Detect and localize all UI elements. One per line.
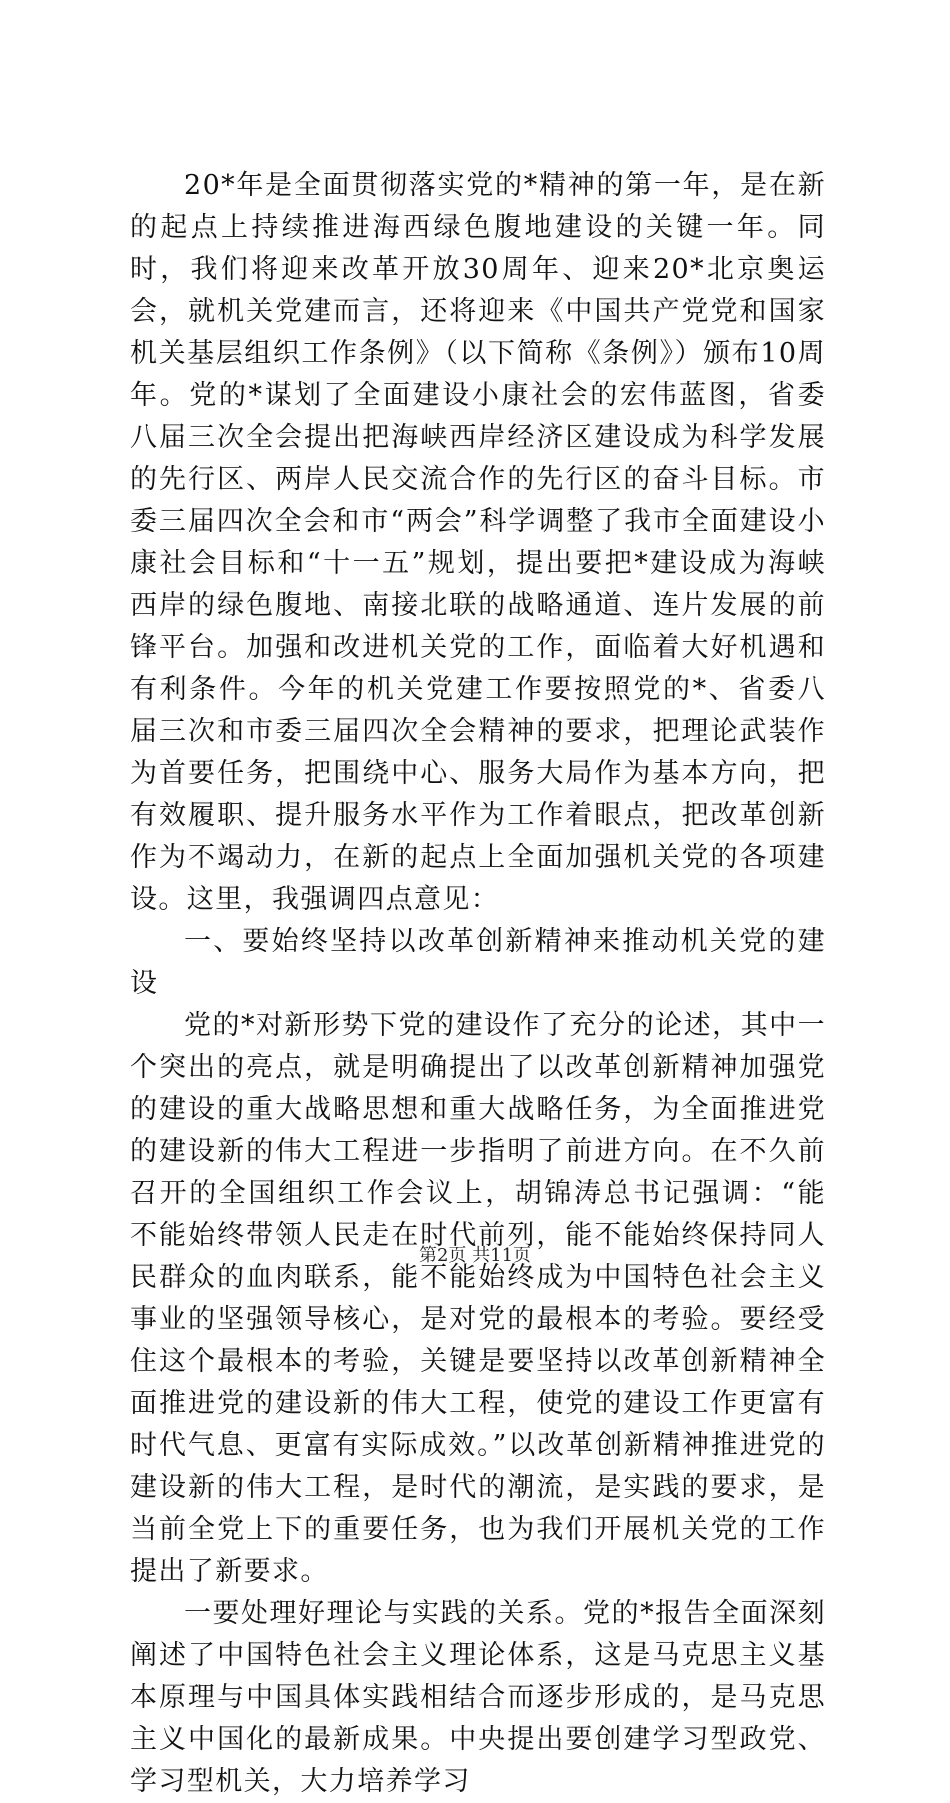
document-body <box>130 165 826 1803</box>
paragraph-intro: 20*年是全面贯彻落实党的*精神的第一年，是在新的起点上持续推进海西绿色腹地建设的关键一年。同时，我们将迎来改革开放30周年、迎来20*北京奥运会，就机关党建而言，还将迎来《中国共产党党和国家机关基层组织工作条例》（以下简称《条例》）颁布10周年。党的*谋划了全面建设小康社会的宏伟蓝图，省委八届三次全会提出把海峡西岸经济区建设成为科学发展的先行区、两岸人民交流合作的先行区的奋斗目标。市委三届四次全会和市“两会”科学调整了我市全面建设小康社会目标和“十一五”规划，提出要把*建设成为海峡西岸的绿色腹地、南接北联的战略通道、连片发展的前锋平台。加强和改进机关党的工作，面临着大好机遇和有利条件。今年的机关党建工作要按照党的*、省委八届三次和市委三届四次全会精神的要求，把理论武装作为首要任务，把围绕中心、服务大局作为基本方向，把有效履职、提升服务水平作为工作着眼点，把改革创新作为不竭动力，在新的起点上全面加强机关党的各项建设。这里，我强调四点意见： <box>130 170 826 915</box>
page-number-footer: 第2页 共11页 <box>418 1245 532 1266</box>
paragraph-reform: 党的*对新形势下党的建设作了充分的论述，其中一个突出的亮点，就是明确提出了以改革创新精神加强党的建设的重大战略思想和重大战略任务，为全面推进党的建设新的伟大工程进一步指明了前进方向。在不久前召开的全国组织工作会议上，胡锦涛总书记强调：“能不能始终带领人民走在时代前列，能不能始终保持同人民群众的血肉联系，能不能始终成为中国特色社会主义事业的坚强领导核心，是对党的最根本的考验。要经受住这个最根本的考验，关键是要坚持以改革创新精神全面推进党的建设新的伟大工程，使党的建设工作更富有时代气息、更富有实际成效。”以改革创新精神推进党的建设新的伟大工程，是时代的潮流，是实践的要求，是当前全党上下的重要任务，也为我们开展机关党的工作提出了新要求。 <box>130 1010 826 1587</box>
section-heading-1: 一、要始终坚持以改革创新精神来推动机关党的建设 <box>130 926 826 999</box>
paragraph-theory-practice: 一要处理好理论与实践的关系。党的*报告全面深刻阐述了中国特色社会主义理论体系，这是马克思主义基本原理与中国具体实践相结合而逐步形成的，是马克思主义中国化的最新成果。中央提出要创建学习型政党、学习型机关，大力培养学习 <box>130 1598 826 1797</box>
